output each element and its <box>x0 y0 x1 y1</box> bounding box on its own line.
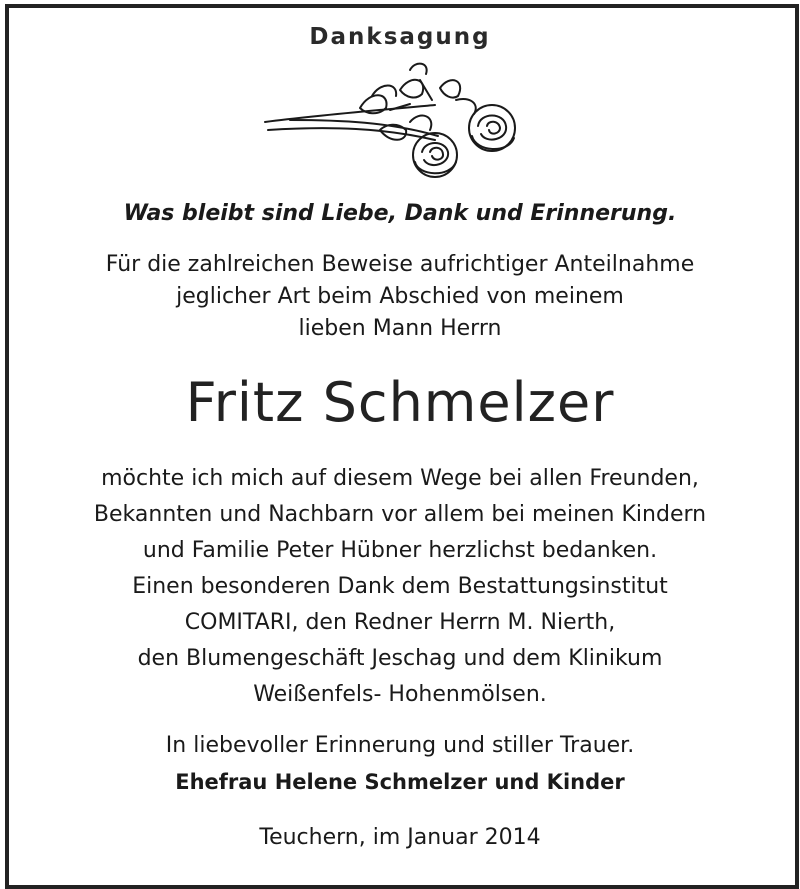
thanks-line: und Familie Peter Hübner herzlichst bedanken. <box>142 538 658 563</box>
roses-icon <box>260 60 525 185</box>
intro-line: lieben Mann Herrn <box>298 316 502 341</box>
thanks-line: Bekannten und Nachbarn vor allem bei meinen Kindern <box>93 502 707 527</box>
deceased-name: Fritz Schmelzer <box>185 371 615 434</box>
motto: Was bleibt sind Liebe, Dank und Erinnerung. <box>123 201 677 226</box>
signatories: Ehefrau Helene Schmelzer und Kinder <box>175 770 625 794</box>
thanks-line: COMITARI, den Redner Herrn M. Nierth, <box>184 610 616 635</box>
intro-line: Für die zahlreichen Beweise aufrichtiger Anteilnahme <box>105 252 695 277</box>
thanks-line: Weißenfels- Hohenmölsen. <box>253 682 547 707</box>
notice-heading: Danksagung <box>309 24 491 50</box>
place-date: Teuchern, im Januar 2014 <box>259 825 541 850</box>
closing-line: In liebevoller Erinnerung und stiller Trauer. <box>165 733 635 758</box>
thanks-line: den Blumengeschäft Jeschag und dem Klinikum <box>137 646 663 671</box>
thanks-line: Einen besonderen Dank dem Bestattungsinstitut <box>132 574 668 599</box>
thanks-line: möchte ich mich auf diesem Wege bei allen Freunden, <box>101 466 699 491</box>
intro-line: jeglicher Art beim Abschied von meinem <box>176 284 624 309</box>
